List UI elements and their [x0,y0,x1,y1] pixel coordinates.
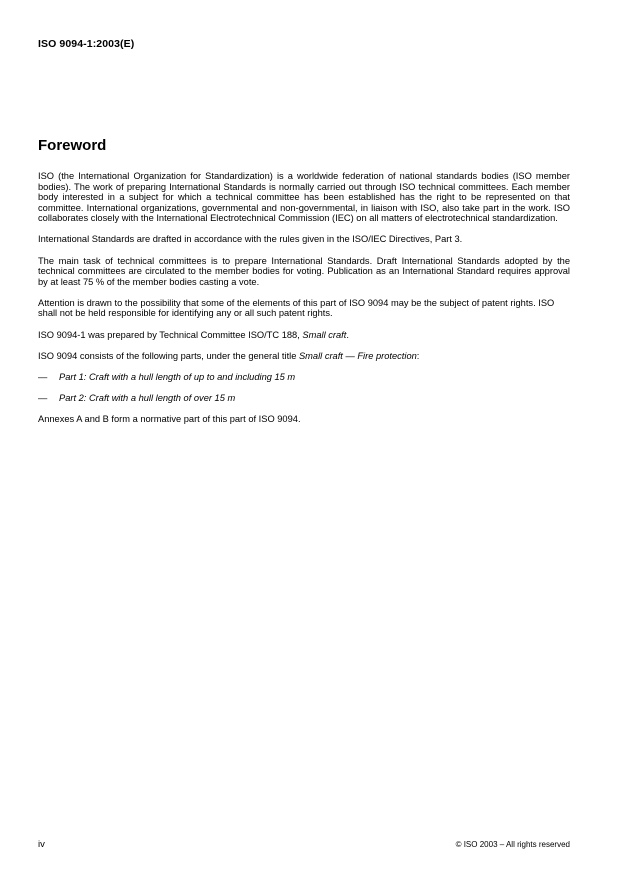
prepared-by-text: ISO 9094-1 was prepared by Technical Committee ISO/TC 188, [38,329,303,340]
list-item [38,372,570,383]
list-item-text: Part 2: Craft with a hull length of over 15 m [59,392,236,403]
paragraph-drafting-rules: International Standards are drafted in accordance with the rules given in the ISO/IEC Directives, Part 3. [38,234,463,245]
paragraph-patent-rights: Attention is drawn to the possibility that some of the elements of this part of ISO 9094 may be the subject of patent rights. ISO shall not be held responsible for identifying any or all such patent rights. [38,297,555,319]
page-number: iv [38,839,45,850]
committee-title: Small craft [302,329,347,340]
paragraph-main-task: The main task of technical committees is to prepare International Standards. Draft International Standards adopted by the technical committees are circulated to the member bodies for voting. Publication as an International Standard requires approval by at least 75 % of the member bodies casting a vote. [38,255,570,287]
document-id-header: ISO 9094-1:2003(E) [38,38,135,50]
prepared-by-end: . [346,329,349,340]
list-item-text: Part 1: Craft with a hull length of up to and including 15 m [59,371,296,382]
paragraph-parts-intro [38,351,570,362]
list-dash: — [38,371,48,382]
foreword-body [38,171,570,435]
list-dash: — [38,392,48,403]
paragraph-iso-federation: ISO (the International Organization for Standardization) is a worldwide federation of national standards bodies (ISO member bodies). The work of preparing International Standards is normally carried out through ISO technical committees. Each member body interested in a subject for which a technical committee has been established has the right to be represented on that committee. International organizations, governmental and non-governmental, in liaison with ISO, also take part in the work. ISO collaborates closely with the International Electrotechnical Commission (IEC) on all matters of electrotechnical standardization. [38,171,570,224]
parts-intro-text: ISO 9094 consists of the following parts, under the general title [38,350,299,361]
page-title: Foreword [38,137,107,154]
paragraph-prepared-by [38,330,570,341]
parts-intro-end: : [416,350,420,361]
copyright-notice: © ISO 2003 – All rights reserved [455,840,570,849]
general-title: Small craft — Fire protection [298,350,417,361]
list-item [38,393,570,404]
paragraph-annexes: Annexes A and B form a normative part of this part of ISO 9094. [38,413,301,424]
